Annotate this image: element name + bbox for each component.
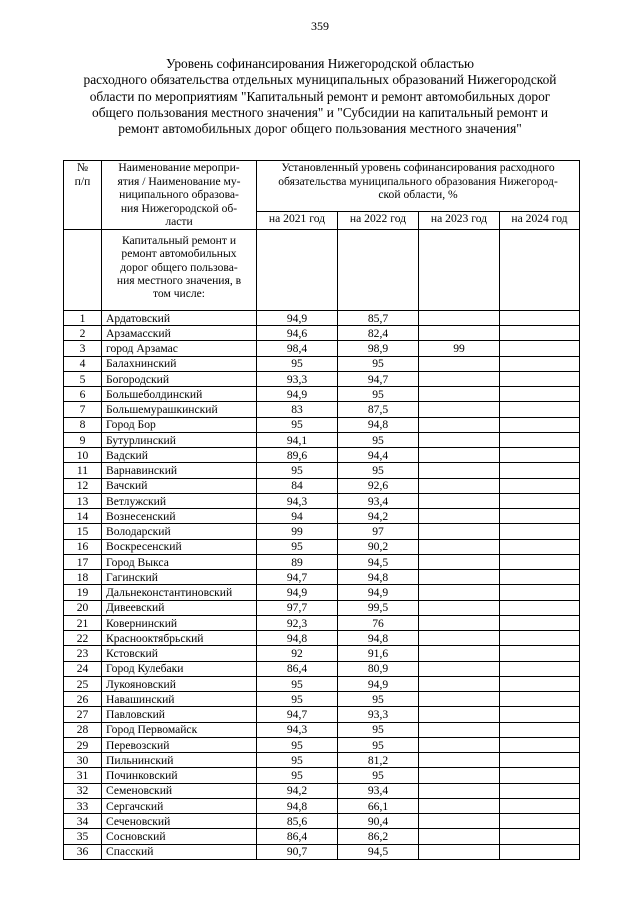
value-2024: [500, 676, 580, 691]
table-row: [64, 570, 580, 585]
municipality-name: город Арзамас: [102, 341, 257, 356]
header-number: [64, 161, 102, 230]
value-2021: 95: [257, 539, 338, 554]
table-row: [64, 524, 580, 539]
table-row: [64, 417, 580, 432]
value-2021: 97,7: [257, 600, 338, 615]
row-number: 21: [64, 615, 102, 630]
row-number: 5: [64, 371, 102, 386]
municipality-name: Город Бор: [102, 417, 257, 432]
value-2022: 94,8: [338, 417, 419, 432]
value-2024: [500, 478, 580, 493]
value-2023: [419, 707, 500, 722]
table-row: [64, 676, 580, 691]
intro-line: Капитальный ремонт и: [121, 233, 237, 247]
row-number: 9: [64, 432, 102, 447]
value-2022: 94,9: [338, 676, 419, 691]
value-2024: [500, 814, 580, 829]
table-row: [64, 631, 580, 646]
table-row: [64, 478, 580, 493]
value-2024: [500, 310, 580, 325]
row-number: 6: [64, 387, 102, 402]
value-2023: [419, 478, 500, 493]
value-2021: 86,4: [257, 829, 338, 844]
value-2023: [419, 463, 500, 478]
title-line: ремонт автомобильных дорог общего пользования местного значения": [118, 121, 522, 137]
intro-row: [64, 229, 580, 310]
value-2024: [500, 539, 580, 554]
value-2024: [500, 417, 580, 432]
row-number: 28: [64, 722, 102, 737]
value-2023: [419, 768, 500, 783]
value-2023: [419, 356, 500, 371]
value-2023: [419, 554, 500, 569]
row-number: 2: [64, 326, 102, 341]
row-number: 35: [64, 829, 102, 844]
row-number: 4: [64, 356, 102, 371]
value-2023: [419, 692, 500, 707]
header-year-2023: на 2023 год: [419, 212, 500, 230]
header-text: ятия / Наименование му-: [117, 174, 241, 188]
row-number: 15: [64, 524, 102, 539]
value-2021: 89,6: [257, 448, 338, 463]
value-2022: 95: [338, 692, 419, 707]
value-2022: 91,6: [338, 646, 419, 661]
row-number: 12: [64, 478, 102, 493]
header-name: [102, 161, 257, 230]
value-2022: 87,5: [338, 402, 419, 417]
header-text: ской области, %: [378, 188, 458, 202]
value-2023: [419, 310, 500, 325]
value-2021: 94,2: [257, 783, 338, 798]
header-year-2021: на 2021 год: [257, 212, 338, 230]
header-text: ния Нижегородской об-: [120, 201, 238, 215]
value-2023: [419, 783, 500, 798]
value-2021: 94,9: [257, 387, 338, 402]
value-2024: [500, 631, 580, 646]
value-2021: 98,4: [257, 341, 338, 356]
header-year-2024: на 2024 год: [500, 212, 580, 230]
value-2024: [500, 829, 580, 844]
municipality-name: Большеболдинский: [102, 387, 257, 402]
table-row: [64, 539, 580, 554]
value-2023: [419, 615, 500, 630]
cofinancing-table: [63, 160, 580, 860]
municipality-name: Сеченовский: [102, 814, 257, 829]
table-row: [64, 814, 580, 829]
value-2022: 90,2: [338, 539, 419, 554]
table-row: [64, 768, 580, 783]
value-2022: 90,4: [338, 814, 419, 829]
table-row: [64, 722, 580, 737]
value-2024: [500, 524, 580, 539]
table-row: [64, 783, 580, 798]
table-row: [64, 554, 580, 569]
value-2023: [419, 798, 500, 813]
value-2021: 86,4: [257, 661, 338, 676]
municipality-name: Починковский: [102, 768, 257, 783]
value-2023: [419, 676, 500, 691]
row-number: 16: [64, 539, 102, 554]
municipality-name: Большемурашкинский: [102, 402, 257, 417]
row-number: 24: [64, 661, 102, 676]
municipality-name: Навашинский: [102, 692, 257, 707]
intro-empty-cell: [500, 229, 580, 310]
intro-line: том числе:: [152, 287, 206, 301]
value-2022: 93,3: [338, 707, 419, 722]
value-2023: [419, 661, 500, 676]
row-number: 8: [64, 417, 102, 432]
value-2021: 95: [257, 753, 338, 768]
table-row: [64, 326, 580, 341]
row-number: 19: [64, 585, 102, 600]
value-2023: [419, 448, 500, 463]
value-2024: [500, 646, 580, 661]
table-row: [64, 798, 580, 813]
value-2024: [500, 661, 580, 676]
value-2023: [419, 600, 500, 615]
row-number: 36: [64, 844, 102, 859]
value-2021: 95: [257, 692, 338, 707]
value-2023: [419, 417, 500, 432]
value-2021: 83: [257, 402, 338, 417]
value-2021: 92: [257, 646, 338, 661]
row-number: 26: [64, 692, 102, 707]
value-2021: 94,3: [257, 493, 338, 508]
intro-empty-cell: [64, 229, 102, 310]
row-number: 11: [64, 463, 102, 478]
table-row: [64, 692, 580, 707]
value-2022: 82,4: [338, 326, 419, 341]
table-row: [64, 402, 580, 417]
value-2021: 93,3: [257, 371, 338, 386]
value-2024: [500, 707, 580, 722]
municipality-name: Краснооктябрьский: [102, 631, 257, 646]
value-2022: 99,5: [338, 600, 419, 615]
table-row: [64, 753, 580, 768]
row-number: 29: [64, 737, 102, 752]
municipality-name: Воскресенский: [102, 539, 257, 554]
row-number: 32: [64, 783, 102, 798]
value-2023: [419, 737, 500, 752]
table-row: [64, 371, 580, 386]
row-number: 23: [64, 646, 102, 661]
intro-text: [102, 229, 257, 310]
intro-line: дорог общего пользова-: [120, 260, 238, 274]
municipality-name: Семеновский: [102, 783, 257, 798]
table-row: [64, 585, 580, 600]
row-number: 18: [64, 570, 102, 585]
value-2022: 93,4: [338, 783, 419, 798]
header-text: Наименование меропри-: [118, 161, 240, 174]
value-2024: [500, 615, 580, 630]
value-2022: 93,4: [338, 493, 419, 508]
value-2022: 98,9: [338, 341, 419, 356]
table-row: [64, 707, 580, 722]
value-2024: [500, 783, 580, 798]
header-text: №: [76, 161, 89, 174]
value-2024: [500, 798, 580, 813]
value-2022: 80,9: [338, 661, 419, 676]
table-row: [64, 493, 580, 508]
table-row: [64, 600, 580, 615]
value-2022: 94,2: [338, 509, 419, 524]
municipality-name: Вадский: [102, 448, 257, 463]
value-2022: 85,7: [338, 310, 419, 325]
municipality-name: Гагинский: [102, 570, 257, 585]
value-2023: [419, 402, 500, 417]
table-row: [64, 509, 580, 524]
value-2021: 90,7: [257, 844, 338, 859]
value-2022: 95: [338, 432, 419, 447]
municipality-name: Сосновский: [102, 829, 257, 844]
value-2021: 95: [257, 356, 338, 371]
value-2021: 94,3: [257, 722, 338, 737]
value-2021: 94,7: [257, 707, 338, 722]
row-number: 33: [64, 798, 102, 813]
row-number: 30: [64, 753, 102, 768]
row-number: 7: [64, 402, 102, 417]
header-text: обязательства муниципального образования Нижегород-: [278, 174, 558, 188]
table-row: [64, 448, 580, 463]
value-2023: [419, 387, 500, 402]
value-2022: 94,8: [338, 570, 419, 585]
value-2022: 95: [338, 387, 419, 402]
value-2021: 94,6: [257, 326, 338, 341]
header-cofinancing-level: [257, 161, 580, 212]
value-2024: [500, 326, 580, 341]
value-2022: 94,7: [338, 371, 419, 386]
value-2021: 95: [257, 676, 338, 691]
value-2022: 94,4: [338, 448, 419, 463]
value-2022: 66,1: [338, 798, 419, 813]
value-2024: [500, 692, 580, 707]
value-2021: 89: [257, 554, 338, 569]
row-number: 3: [64, 341, 102, 356]
municipality-name: Дивеевский: [102, 600, 257, 615]
municipality-name: Богородский: [102, 371, 257, 386]
municipality-name: Город Выкса: [102, 554, 257, 569]
row-number: 1: [64, 310, 102, 325]
municipality-name: Дальнеконстантиновский: [102, 585, 257, 600]
table-row: [64, 844, 580, 859]
intro-empty-cell: [419, 229, 500, 310]
value-2021: 95: [257, 768, 338, 783]
intro-empty-cell: [338, 229, 419, 310]
table-row: [64, 646, 580, 661]
value-2024: [500, 737, 580, 752]
value-2024: [500, 768, 580, 783]
table-row: [64, 661, 580, 676]
value-2024: [500, 570, 580, 585]
municipality-name: Павловский: [102, 707, 257, 722]
row-number: 34: [64, 814, 102, 829]
title-line: Уровень софинансирования Нижегородской областью: [166, 56, 474, 71]
row-number: 25: [64, 676, 102, 691]
value-2024: [500, 341, 580, 356]
row-number: 10: [64, 448, 102, 463]
value-2023: [419, 646, 500, 661]
value-2023: [419, 753, 500, 768]
intro-line: ния местного значения, в: [116, 273, 242, 287]
municipality-name: Балахнинский: [102, 356, 257, 371]
municipality-name: Володарский: [102, 524, 257, 539]
value-2022: 81,2: [338, 753, 419, 768]
row-number: 20: [64, 600, 102, 615]
municipality-name: Арзамасский: [102, 326, 257, 341]
value-2022: 97: [338, 524, 419, 539]
value-2024: [500, 722, 580, 737]
value-2023: [419, 509, 500, 524]
value-2022: 95: [338, 722, 419, 737]
value-2024: [500, 509, 580, 524]
value-2024: [500, 432, 580, 447]
title-line: общего пользования местного значения" и "Субсидии на капитальный ремонт и: [92, 104, 548, 120]
value-2024: [500, 844, 580, 859]
intro-line: ремонт автомобильных: [121, 247, 237, 261]
value-2021: 94,9: [257, 310, 338, 325]
header-text: п/п: [74, 174, 91, 188]
table-row: [64, 615, 580, 630]
value-2021: 92,3: [257, 615, 338, 630]
value-2022: 95: [338, 768, 419, 783]
municipality-name: Кстовский: [102, 646, 257, 661]
value-2024: [500, 448, 580, 463]
municipality-name: Лукояновский: [102, 676, 257, 691]
value-2022: 94,5: [338, 844, 419, 859]
value-2022: 86,2: [338, 829, 419, 844]
value-2022: 94,9: [338, 585, 419, 600]
value-2022: 76: [338, 615, 419, 630]
table-row: [64, 387, 580, 402]
value-2021: 94,7: [257, 570, 338, 585]
table-row: [64, 829, 580, 844]
value-2021: 94,8: [257, 631, 338, 646]
value-2024: [500, 493, 580, 508]
value-2022: 94,5: [338, 554, 419, 569]
value-2022: 94,8: [338, 631, 419, 646]
municipality-name: Город Первомайск: [102, 722, 257, 737]
value-2022: 95: [338, 463, 419, 478]
table-row: [64, 463, 580, 478]
municipality-name: Спасский: [102, 844, 257, 859]
value-2023: [419, 722, 500, 737]
value-2023: [419, 524, 500, 539]
value-2021: 94,8: [257, 798, 338, 813]
table-row: [64, 356, 580, 371]
header-year-2022: на 2022 год: [338, 212, 419, 230]
value-2024: [500, 371, 580, 386]
table-row: [64, 432, 580, 447]
value-2024: [500, 554, 580, 569]
municipality-name: Ардатовский: [102, 310, 257, 325]
value-2024: [500, 753, 580, 768]
value-2024: [500, 387, 580, 402]
value-2021: 84: [257, 478, 338, 493]
value-2021: 95: [257, 417, 338, 432]
table-row: [64, 737, 580, 752]
page-number: 359: [311, 19, 329, 33]
value-2023: [419, 326, 500, 341]
value-2021: 94,9: [257, 585, 338, 600]
municipality-name: Ветлужский: [102, 493, 257, 508]
row-number: 22: [64, 631, 102, 646]
municipality-name: Сергачский: [102, 798, 257, 813]
municipality-name: Вачский: [102, 478, 257, 493]
municipality-name: Бутурлинский: [102, 432, 257, 447]
value-2024: [500, 600, 580, 615]
value-2023: [419, 844, 500, 859]
value-2022: 95: [338, 737, 419, 752]
value-2024: [500, 356, 580, 371]
header-text: ниципального образова-: [119, 188, 239, 202]
value-2021: 95: [257, 737, 338, 752]
table-row: [64, 341, 580, 356]
value-2023: [419, 585, 500, 600]
value-2021: 94: [257, 509, 338, 524]
value-2023: [419, 493, 500, 508]
value-2023: [419, 570, 500, 585]
value-2023: [419, 829, 500, 844]
value-2023: [419, 432, 500, 447]
intro-empty-cell: [257, 229, 338, 310]
value-2022: 95: [338, 356, 419, 371]
municipality-name: Перевозский: [102, 737, 257, 752]
value-2023: 99: [419, 341, 500, 356]
value-2021: 99: [257, 524, 338, 539]
table-row: [64, 310, 580, 325]
title-line: области по мероприятиям "Капитальный ремонт и ремонт автомобильных дорог: [89, 88, 551, 104]
value-2022: 92,6: [338, 478, 419, 493]
value-2023: [419, 814, 500, 829]
value-2021: 95: [257, 463, 338, 478]
row-number: 17: [64, 554, 102, 569]
municipality-name: Вознесенский: [102, 509, 257, 524]
municipality-name: Пильнинский: [102, 753, 257, 768]
row-number: 13: [64, 493, 102, 508]
value-2024: [500, 463, 580, 478]
title-line: расходного обязательства отдельных муниципальных образований Нижегородской: [83, 72, 557, 88]
row-number: 31: [64, 768, 102, 783]
value-2021: 94,1: [257, 432, 338, 447]
header-text: Установленный уровень софинансирования расходного: [281, 161, 555, 174]
row-number: 27: [64, 707, 102, 722]
value-2023: [419, 539, 500, 554]
value-2023: [419, 371, 500, 386]
row-number: 14: [64, 509, 102, 524]
value-2023: [419, 631, 500, 646]
value-2021: 85,6: [257, 814, 338, 829]
document-title: [50, 56, 590, 137]
municipality-name: Варнавинский: [102, 463, 257, 478]
municipality-name: Город Кулебаки: [102, 661, 257, 676]
value-2024: [500, 585, 580, 600]
value-2024: [500, 402, 580, 417]
header-text: ласти: [165, 215, 193, 229]
municipality-name: Ковернинский: [102, 615, 257, 630]
